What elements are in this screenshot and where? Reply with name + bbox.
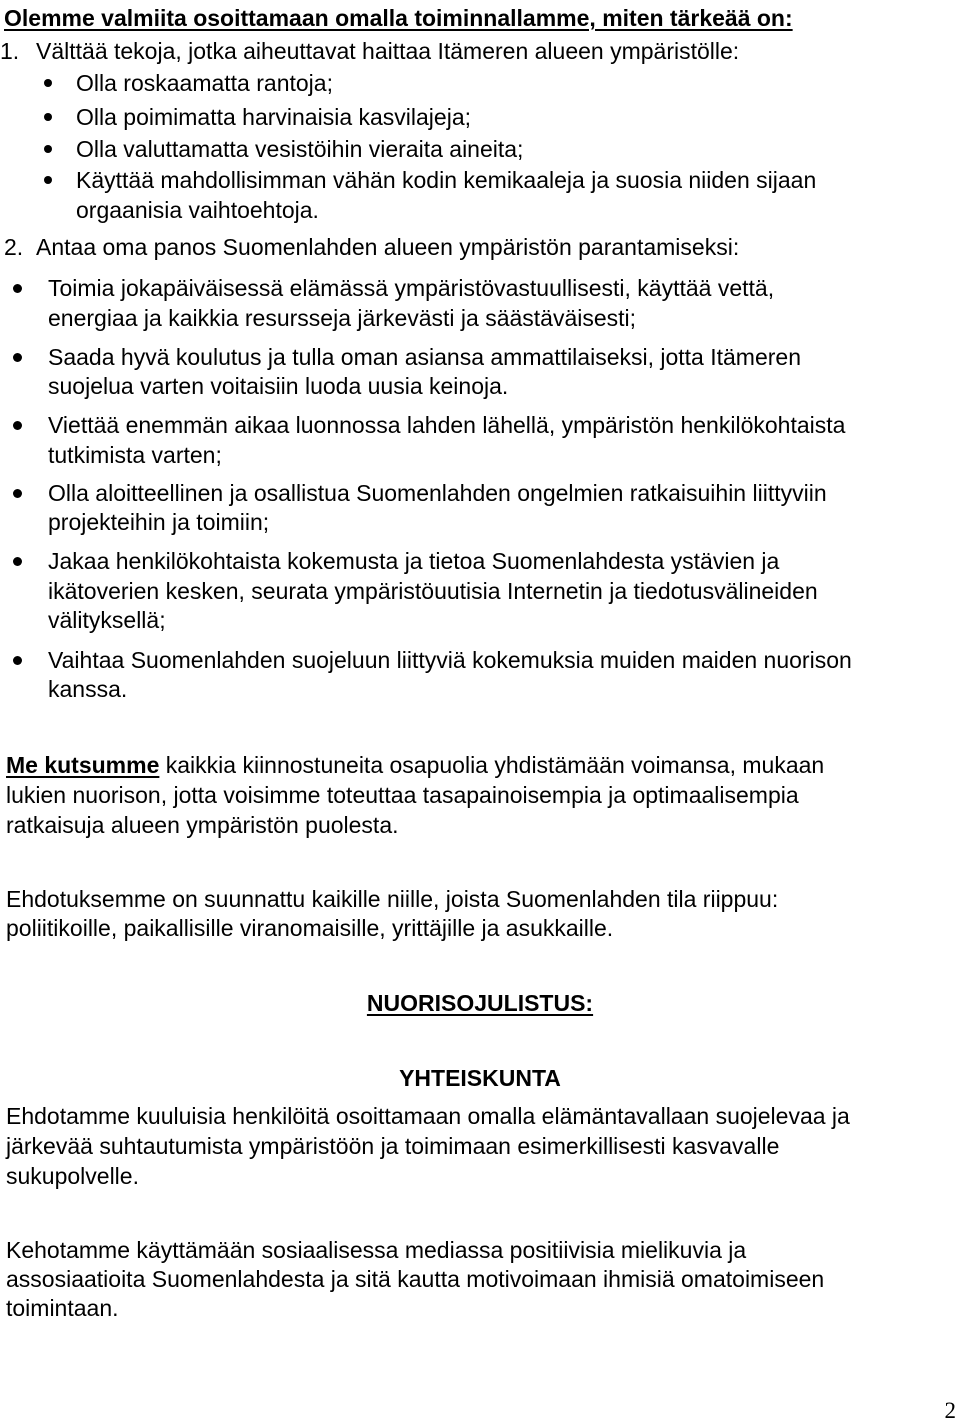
proposal-line: Ehdotuksemme on suunnattu kaikille niille, joista Suomenlahden tila riippuu: [6, 886, 779, 912]
list-item-2-bullet: Olla aloitteellinen ja osallistua Suomenlahden ongelmien ratkaisuihin liittyviin [48, 480, 827, 506]
list-item-2-bullet: ikätoverien kesken, seurata ympäristöuutisia Internetin ja tiedotusvälineiden [48, 578, 818, 604]
invite-lead: Me kutsumme [6, 752, 160, 778]
list-item-2-text: Antaa oma panos Suomenlahden alueen ympäristön parantamiseksi: [36, 234, 740, 260]
list-item-1-text: Välttää tekoja, jotka aiheuttavat haittaa Itämeren alueen ympäristölle: [36, 38, 740, 64]
bullet-icon [13, 656, 22, 665]
list-item-1-bullet: Olla valuttamatta vesistöihin vieraita aineita; [76, 136, 524, 162]
section-heading: YHTEISKUNTA [399, 1065, 561, 1091]
document-title [0, 989, 960, 1017]
list-item-2-bullet: tutkimista varten; [48, 442, 222, 468]
bullet-icon [44, 176, 52, 184]
list-item-1-bullet: Käyttää mahdollisimman vähän kodin kemikaaleja ja suosia niiden sijaan [76, 167, 817, 193]
list-item-1-bullet-continued: orgaanisia vaihtoehtoja. [76, 197, 319, 223]
heading-underlined: Olemme valmiita osoittamaan omalla toiminnallamme, miten tärkeää on: [4, 5, 793, 31]
invite-line: ratkaisuja alueen ympäristön puolesta. [6, 812, 399, 838]
bullet-icon [13, 557, 22, 566]
invite-line: lukien nuorison, jotta voisimme toteuttaa tasapainoisempia ja optimaalisempia [6, 782, 799, 808]
list-item-2-bullet: Toimia jokapäiväisessä elämässä ympäristövastuullisesti, käyttää vettä, [48, 275, 775, 301]
list-item-1-bullet: Olla roskaamatta rantoja; [76, 70, 333, 96]
bullet-icon [44, 145, 52, 153]
bullet-icon [13, 489, 22, 498]
bullet-icon [44, 113, 52, 121]
bullet-icon [13, 284, 22, 293]
paragraph-line: sukupolvelle. [6, 1163, 139, 1189]
paragraph-line: Ehdotamme kuuluisia henkilöitä osoittamaan omalla elämäntavallaan suojelevaa ja [6, 1103, 850, 1129]
proposal-line: poliitikoille, paikallisille viranomaisille, yrittäjille ja asukkaille. [6, 915, 614, 941]
list-item-2-bullet: suojelua varten voitaisiin luoda uusia keinoja. [48, 373, 509, 399]
page-heading [4, 4, 793, 32]
bullet-icon [44, 79, 52, 87]
list-item-2-number: 2. [4, 234, 24, 260]
bullet-icon [13, 421, 22, 430]
list-item-2-bullet: Viettää enemmän aikaa luonnossa lahden lähellä, ympäristön henkilökohtaista [48, 412, 846, 438]
list-item-1-number: 1. [0, 38, 20, 64]
title-text: NUORISOJULISTUS: [366, 990, 594, 1016]
paragraph-line: järkevää suhtautumista ympäristöön ja toimimaan esimerkillisesti kasvavalle [6, 1133, 780, 1159]
list-item-2-bullet: Saada hyvä koulutus ja tulla oman asiansa ammattilaiseksi, jotta Itämeren [48, 344, 802, 370]
invite-line: kaikkia kiinnostuneita osapuolia yhdistämään voimansa, mukaan [159, 752, 825, 778]
paragraph-line: Kehotamme käyttämään sosiaalisessa mediassa positiivisia mielikuvia ja [6, 1237, 747, 1263]
list-item-2-bullet: Jakaa henkilökohtaista kokemusta ja tietoa Suomenlahdesta ystävien ja [48, 548, 780, 574]
list-item-2-bullet: projekteihin ja toimiin; [48, 509, 270, 535]
list-item-2-bullet: kanssa. [48, 676, 128, 702]
invite-first-line [6, 751, 824, 779]
bullet-icon [13, 353, 22, 362]
list-item-2-bullet: Vaihtaa Suomenlahden suojeluun liittyviä kokemuksia muiden maiden nuorison [48, 647, 852, 673]
list-item-1-bullet: Olla poimimatta harvinaisia kasvilajeja; [76, 104, 471, 130]
paragraph-line: assosiaatioita Suomenlahdesta ja sitä kautta motivoimaan ihmisiä omatoimiseen [6, 1266, 825, 1292]
paragraph-line: toimintaan. [6, 1295, 119, 1321]
list-item-2-bullet: energiaa ja kaikkia resursseja järkevästi ja säästäväisesti; [48, 305, 637, 331]
page-number: 2 [944, 1398, 956, 1423]
list-item-2-bullet: välityksellä; [48, 607, 166, 633]
